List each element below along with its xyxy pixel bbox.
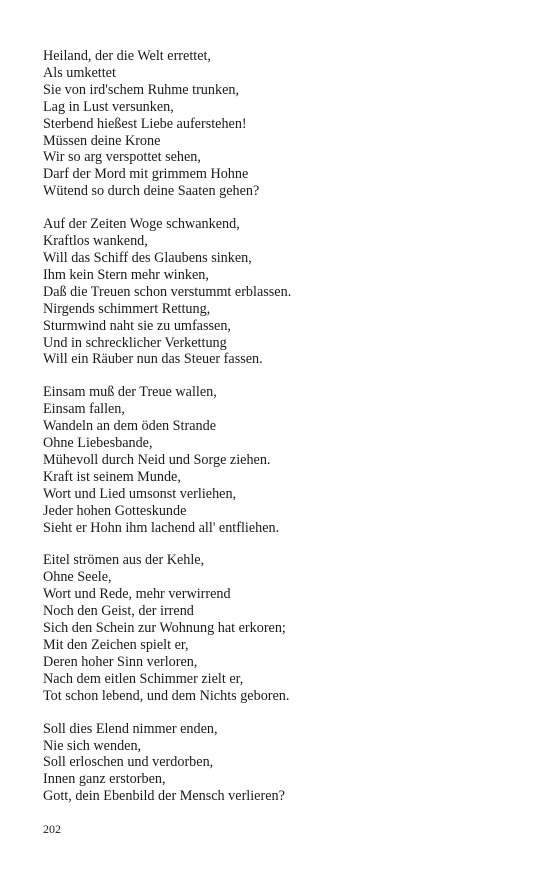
verse-line: Tot schon lebend, und dem Nichts geboren.: [43, 687, 290, 704]
verse-line: Ohne Seele,: [43, 569, 112, 586]
verse-line: Will das Schiff des Glaubens sinken,: [43, 249, 252, 266]
verse-line: Ohne Liebesbande,: [43, 435, 153, 452]
verse-line: Heiland, der die Welt errettet,: [43, 48, 211, 64]
verse-line: Noch den Geist, der irrend: [43, 603, 194, 620]
verse-line: Wort und Rede, mehr verwirrend: [43, 586, 231, 603]
poem-body: [43, 48, 523, 821]
stanza-4: [43, 552, 523, 704]
verse-line: Mühevoll durch Neid und Sorge ziehen.: [43, 451, 271, 468]
verse-line: Jeder hohen Gotteskunde: [43, 502, 187, 519]
verse-line: Sieht er Hohn ihm lachend all' entfliehen.: [43, 519, 280, 536]
verse-line: Daß die Treuen schon verstummt erblassen.: [43, 283, 292, 300]
stanza-2: [43, 216, 523, 368]
stanza-3: [43, 384, 523, 536]
verse-line: Nirgends schimmert Rettung,: [43, 300, 211, 317]
stanza-1: [43, 48, 523, 200]
verse-line: Soll erloschen und verdorben,: [43, 754, 214, 771]
verse-line: Deren hoher Sinn verloren,: [43, 653, 198, 670]
verse-line: Nach dem eitlen Schimmer zielt er,: [43, 670, 244, 687]
verse-line: Innen ganz erstorben,: [43, 771, 166, 788]
verse-line: Sie von ird'schem Ruhme trunken,: [43, 81, 240, 98]
verse-line: Darf der Mord mit grimmem Hohne: [43, 166, 249, 183]
verse-line: Einsam muß der Treue wallen,: [43, 384, 217, 401]
verse-line: Sich den Schein zur Wohnung hat erkoren;: [43, 620, 286, 637]
verse-line: Mit den Zeichen spielt er,: [43, 637, 189, 653]
verse-line: Als umkettet: [43, 64, 116, 81]
verse-line: Einsam fallen,: [43, 401, 125, 418]
verse-line: Kraft ist seinem Munde,: [43, 468, 181, 485]
verse-line: Lag in Lust versunken,: [43, 98, 174, 115]
stanza-5: [43, 721, 523, 806]
verse-line: Müssen deine Krone: [43, 132, 161, 149]
verse-line: Sturmwind naht sie zu umfassen,: [43, 317, 231, 334]
page-number: 202: [43, 822, 61, 836]
verse-line: Will ein Räuber nun das Steuer fassen.: [43, 351, 263, 368]
verse-line: Gott, dein Ebenbild der Mensch verlieren?: [43, 788, 285, 805]
verse-line: Soll dies Elend nimmer enden,: [43, 720, 218, 737]
verse-line: Auf der Zeiten Woge schwankend,: [43, 216, 240, 233]
verse-line: Kraftlos wankend,: [43, 233, 148, 250]
verse-line: Wandeln an dem öden Strande: [43, 418, 216, 435]
verse-line: Wir so arg verspottet sehen,: [43, 149, 201, 166]
verse-line: Wütend so durch deine Saaten gehen?: [43, 183, 260, 200]
verse-line: Ihm kein Stern mehr winken,: [43, 266, 209, 283]
verse-line: Wort und Lied umsonst verliehen,: [43, 485, 237, 502]
verse-line: Eitel strömen aus der Kehle,: [43, 552, 205, 569]
verse-line: Und in schrecklicher Verkettung: [43, 334, 227, 351]
verse-line: Nie sich wenden,: [43, 737, 142, 754]
verse-line: Sterbend hießest Liebe auferstehen!: [43, 115, 247, 132]
